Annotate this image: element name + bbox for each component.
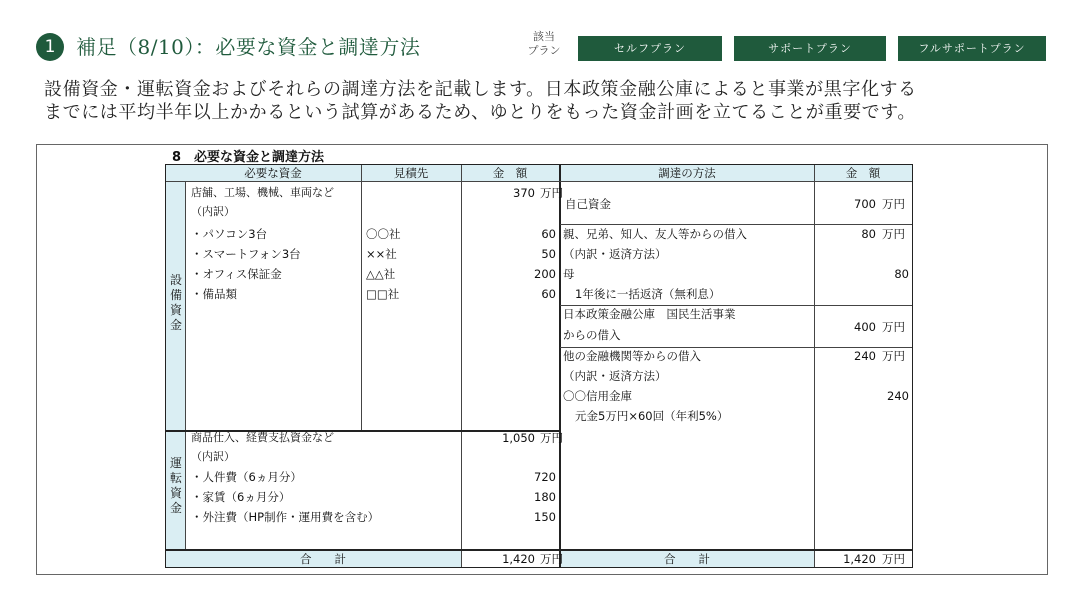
funding-own-unit: 万円 — [882, 197, 905, 211]
operating-item-name: ・家賃（6ヵ月分） — [191, 490, 291, 504]
operating-unit: 万円 — [540, 431, 563, 445]
operating-label — [169, 456, 183, 516]
divider — [361, 165, 362, 430]
intro-text — [44, 78, 1044, 124]
funding-family-unit: 万円 — [882, 227, 905, 241]
divider — [166, 181, 912, 182]
funding-family-lender-amount: 80 — [894, 267, 909, 281]
funding-other-unit: 万円 — [882, 349, 905, 363]
funding-jfc-label-line1: 日本政策金融公庫 国民生活事業 — [563, 307, 736, 321]
header-needed: 必要な資金 — [244, 166, 302, 180]
funding-family-lender: 母 — [563, 267, 575, 281]
operating-item-amount: 180 — [534, 490, 556, 504]
operating-total: 1,050 — [502, 431, 535, 445]
form-number: 8 — [172, 150, 182, 165]
header-method: 調達の方法 — [658, 166, 716, 180]
equipment-total: 370 — [513, 186, 535, 200]
label-char: 設 — [169, 273, 182, 287]
funding-jfc-unit: 万円 — [882, 320, 905, 334]
total-amount-right: 1,420 — [843, 552, 876, 566]
label-char: 運 — [169, 456, 182, 470]
equipment-unit: 万円 — [540, 186, 563, 200]
funding-family-label: 親、兄弟、知人、友人等からの借入 — [563, 227, 747, 241]
label-char: 備 — [169, 288, 182, 302]
operating-item-amount: 720 — [534, 470, 556, 484]
funding-other-terms: 元金5万円×60回（年利5%） — [575, 409, 729, 423]
funding-family-amount: 80 — [861, 227, 876, 241]
equipment-summary: 店舗、工場、機械、車両など — [191, 186, 334, 199]
header-amount2: 金 額 — [845, 166, 881, 180]
label-char: 資 — [169, 303, 182, 317]
total-unit-left: 万円 — [540, 552, 563, 566]
total-label-right: 合 計 — [664, 552, 710, 566]
operating-summary: 商品仕入、経費支払資金など — [191, 431, 334, 444]
funding-family-terms: 1年後に一括返済（無利息） — [575, 287, 721, 301]
plan-label-line1: 該当 — [533, 30, 555, 43]
funding-other-breakdown: （内訳・返済方法） — [563, 369, 667, 383]
form-title-text: 必要な資金と調達方法 — [194, 150, 325, 165]
divider — [560, 224, 912, 225]
form-title — [172, 146, 324, 165]
step-number-badge: 1 — [36, 33, 64, 61]
equipment-item-vendor: △△社 — [366, 267, 396, 281]
divider — [559, 165, 561, 567]
funding-table — [165, 164, 913, 568]
funding-other-lender-amount: 240 — [887, 389, 909, 403]
divider — [185, 181, 186, 549]
funding-other-label: 他の金融機関等からの借入 — [563, 349, 701, 363]
equipment-item-vendor: 〇〇社 — [366, 227, 401, 241]
total-unit-right: 万円 — [882, 552, 905, 566]
operating-item-amount: 150 — [534, 510, 556, 524]
equipment-item-vendor: ××社 — [366, 247, 397, 261]
equipment-item-vendor: □□社 — [366, 287, 400, 301]
plan-full-support-button[interactable]: フルサポートプラン — [898, 36, 1046, 61]
total-label-left: 合 計 — [300, 552, 346, 566]
funding-family-breakdown: （内訳・返済方法） — [563, 247, 667, 261]
equipment-item-amount: 200 — [534, 267, 556, 281]
plan-self-button[interactable]: セルフプラン — [578, 36, 722, 61]
header-estimate: 見積先 — [393, 166, 429, 180]
intro-line-2: までには平均半年以上かかるという試算があるため、ゆとりをもった資金計画を立てることが重要です。 — [44, 102, 917, 123]
equipment-breakdown: （内訳） — [191, 205, 235, 218]
intro-line-1: 設備資金・運転資金およびそれらの調達方法を記載します。日本政策金融公庫によると事業が黒字化する — [44, 79, 917, 100]
total-amount-left: 1,420 — [502, 552, 535, 566]
plan-label — [522, 30, 566, 58]
funding-other-lender: 〇〇信用金庫 — [563, 389, 632, 403]
funding-own-amount: 700 — [854, 197, 876, 211]
plan-support-button[interactable]: サポートプラン — [734, 36, 886, 61]
funding-jfc-label-line2: からの借入 — [563, 328, 621, 342]
funding-own-label: 自己資金 — [565, 197, 611, 211]
operating-item-name: ・人件費（6ヵ月分） — [191, 470, 302, 484]
equipment-item-name: ・スマートフォン3台 — [191, 247, 301, 261]
label-char: 金 — [169, 318, 182, 332]
equipment-item-amount: 60 — [541, 227, 556, 241]
equipment-item-name: ・オフィス保証金 — [191, 267, 282, 281]
label-char: 資 — [169, 486, 182, 500]
page-title: 補足（8/10）：必要な資金と調達方法 — [76, 35, 421, 59]
funding-jfc-amount: 400 — [854, 320, 876, 334]
operating-item-name: ・外注費（HP制作・運用費を含む） — [191, 510, 380, 524]
funding-other-amount: 240 — [854, 349, 876, 363]
equipment-item-name: ・備品類 — [191, 287, 237, 301]
label-char: 金 — [169, 501, 182, 515]
equipment-item-name: ・パソコン3台 — [191, 227, 268, 241]
header-amount: 金 額 — [492, 166, 528, 180]
label-char: 転 — [169, 471, 182, 485]
plan-label-line2: プラン — [527, 44, 561, 57]
step-header — [36, 30, 1046, 66]
operating-breakdown: （内訳） — [191, 450, 235, 463]
equipment-label — [169, 273, 183, 333]
equipment-item-amount: 60 — [541, 287, 556, 301]
equipment-item-amount: 50 — [541, 247, 556, 261]
